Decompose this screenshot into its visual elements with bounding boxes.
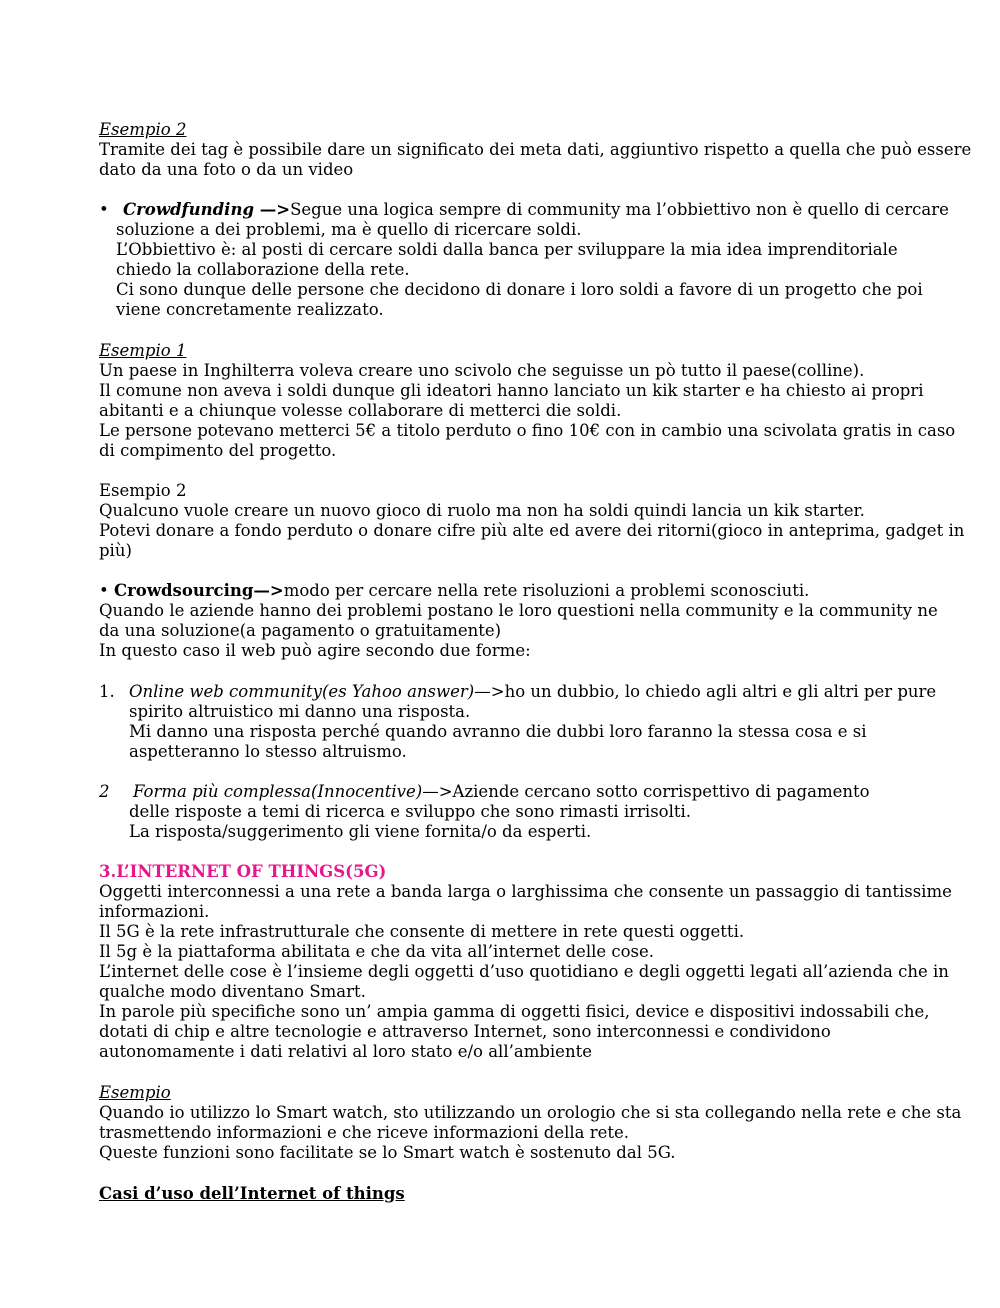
paragraph-line: soluzione a dei problemi, ma è quello di ricercare soldi. [116,220,582,239]
paragraph-line: chiedo la collaborazione della rete. [116,260,410,279]
section-heading-iot: 3.L’INTERNET OF THINGS(5G) [99,862,387,881]
list-number: 2 [99,782,110,801]
paragraph-line: Il 5G è la rete infrastrutturale che consente di mettere in rete questi oggetti. [99,922,745,941]
paragraph-line: Un paese in Inghilterra voleva creare uno scivolo che seguisse un pò tutto il paese(colline). [99,361,865,380]
paragraph-line: di compimento del progetto. [99,441,337,460]
paragraph-line: Quando le aziende hanno dei problemi postano le loro questioni nella community e la community ne [99,601,938,620]
list-item-2 [133,782,870,802]
paragraph-line: autonomamente i dati relativi al loro stato e/o all’ambiente [99,1042,592,1061]
paragraph-line: dotati di chip e altre tecnologie e attraverso Internet, sono interconnessi e condividono [99,1022,831,1041]
bullet-item-crowdfunding [99,200,949,220]
term-crowdfunding: Crowdfunding [122,200,254,219]
bullet-text: modo per cercare nella rete risoluzioni a problemi sconosciuti. [283,581,810,600]
bullet-icon: • [99,200,109,219]
section-heading-casi-uso: Casi d’uso dell’Internet of things [99,1184,405,1203]
paragraph-line: aspetteranno lo stesso altruismo. [129,742,407,761]
paragraph-line: Il 5g è la piattaforma abilitata e che da vita all’internet delle cose. [99,942,655,961]
example-title: Esempio [99,1083,171,1102]
paragraph-line: Le persone potevano metterci 5€ a titolo perduto o fino 10€ con in cambio una scivolata gratis in caso [99,421,956,440]
example-title: Esempio 1 [99,341,187,360]
paragraph-line: qualche modo diventano Smart. [99,982,366,1001]
paragraph-line: da una soluzione(a pagamento o gratuitamente) [99,621,502,640]
term-innocentive: Forma più complessa(Innocentive) [133,782,423,801]
paragraph-line: informazioni. [99,902,210,921]
arrow: —> [474,682,505,701]
example-title: Esempio 2 [99,481,187,500]
arrow: —> [254,200,291,219]
paragraph-line: viene concretamente realizzato. [116,300,384,319]
list-item-1 [129,682,936,702]
paragraph-line: Queste funzioni sono facilitate se lo Smart watch è sostenuto dal 5G. [99,1143,676,1162]
paragraph-line: delle risposte a temi di ricerca e sviluppo che sono rimasti irrisolti. [129,802,692,821]
arrow: —> [253,581,284,600]
paragraph-line: L’internet delle cose è l’insieme degli oggetti d’uso quotidiano e degli oggetti legati all’azienda che in [99,962,949,981]
list-number: 1. [99,682,115,701]
paragraph-line: Qualcuno vuole creare un nuovo gioco di ruolo ma non ha soldi quindi lancia un kik starter. [99,501,865,520]
paragraph-line: trasmettendo informazioni e che riceve informazioni della rete. [99,1123,630,1142]
paragraph-line: dato da una foto o da un video [99,160,354,179]
paragraph-line: In parole più specifiche sono un’ ampia gamma di oggetti fisici, device e dispositivi indossabili che, [99,1002,930,1021]
paragraph-line: Ci sono dunque delle persone che decidono di donare i loro soldi a favore di un progetto che poi [116,280,923,299]
list-item-text: Aziende cercano sotto corrispettivo di pagamento [452,782,870,801]
paragraph-line: più) [99,541,132,560]
bullet-icon: • [99,581,109,600]
paragraph-line: Oggetti interconnessi a una rete a banda larga o larghissima che consente un passaggio di tantissime [99,882,952,901]
list-item-text: ho un dubbio, lo chiedo agli altri e gli altri per pure [504,682,937,701]
paragraph-line: Quando io utilizzo lo Smart watch, sto utilizzando un orologio che si sta collegando nella rete e che sta [99,1103,962,1122]
paragraph-line: L’Obbiettivo è: al posti di cercare soldi dalla banca per sviluppare la mia idea imprenditoriale [116,240,898,259]
example-title: Esempio 2 [99,120,187,139]
term-online-web-community: Online web community(es Yahoo answer) [129,682,475,701]
paragraph-line: abitanti e a chiunque volesse collaborare di metterci die soldi. [99,401,622,420]
paragraph-line: Il comune non aveva i soldi dunque gli ideatori hanno lanciato un kik starter e ha chiesto ai propri [99,381,924,400]
bullet-item-crowdsourcing [99,581,809,601]
bullet-text: Segue una logica sempre di community ma l’obbiettivo non è quello di cercare [290,200,949,219]
paragraph-line: Tramite dei tag è possibile dare un significato dei meta dati, aggiuntivo rispetto a quella che può essere [99,140,972,159]
paragraph-line: In questo caso il web può agire secondo due forme: [99,641,531,660]
paragraph-line: Potevi donare a fondo perduto o donare cifre più alte ed avere dei ritorni(gioco in anteprima, gadget in [99,521,965,540]
paragraph-line: spirito altruistico mi danno una risposta. [129,702,471,721]
arrow: —> [422,782,453,801]
paragraph-line: La risposta/suggerimento gli viene fornita/o da esperti. [129,822,592,841]
term-crowdsourcing: Crowdsourcing [113,581,254,600]
paragraph-line: Mi danno una risposta perché quando avranno die dubbi loro faranno la stessa cosa e si [129,722,867,741]
